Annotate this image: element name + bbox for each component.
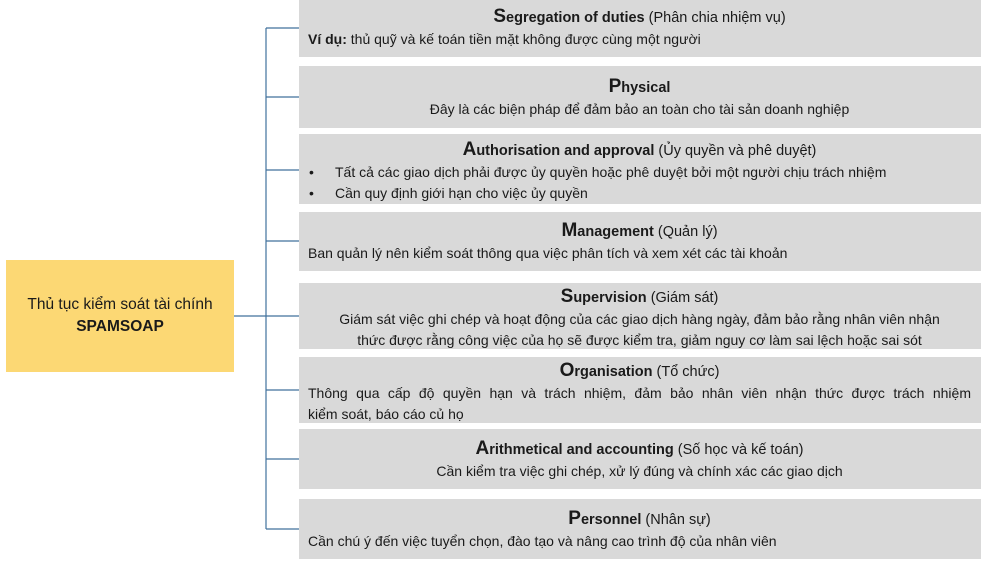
node-text: Cần kiểm tra việc ghi chép, xử lý đúng và chính xác các giao dịch	[436, 463, 843, 479]
node-text: Giám sát việc ghi chép và hoạt động của các giao dịch hàng ngày, đảm bảo rằng nhân viên nhận	[339, 311, 940, 327]
node-text: Ban quản lý nên kiểm soát thông qua việc phân tích và xem xét các tài khoản	[308, 245, 788, 261]
node-title: Personnel (Nhân sự)	[568, 508, 711, 529]
root-title: Thủ tục kiểm soát tài chính	[27, 296, 213, 313]
node-subtitle: (Ủy quyền và phê duyệt)	[658, 143, 817, 159]
root-node	[6, 260, 234, 372]
node-organisation	[299, 357, 981, 423]
node-title: Management (Quản lý)	[561, 220, 718, 241]
node-arithmetical-and-accounting	[299, 429, 981, 489]
node-text: Ví dụ: thủ quỹ và kế toán tiền mặt không được cùng một người	[308, 31, 701, 47]
node-text: thức được rằng công việc của họ sẽ được kiểm tra, giảm nguy cơ làm sai lệch hoặc sai sót	[357, 332, 922, 348]
node-title: Authorisation and approval (Ủy quyền và phê duyệt)	[462, 139, 817, 160]
node-text: Đây là các biện pháp để đảm bảo an toàn cho tài sản doanh nghiệp	[429, 101, 850, 117]
node-title: Physical	[608, 76, 671, 97]
node-authorisation-and-approval	[299, 134, 981, 204]
node-text: Cần chú ý đến việc tuyển chọn, đào tạo và nâng cao trình độ của nhân viên	[308, 533, 777, 549]
node-title: Organisation (Tổ chức)	[559, 360, 720, 381]
node-subtitle: (Tổ chức)	[656, 364, 720, 380]
node-title: Arithmetical and accounting (Số học và kế toán)	[475, 438, 804, 459]
node-personnel	[299, 499, 981, 559]
node-management	[299, 212, 981, 271]
node-subtitle: (Nhân sự)	[645, 512, 711, 528]
node-physical	[299, 66, 981, 128]
node-title: Supervision (Giám sát)	[560, 286, 719, 307]
root-acronym: SPAMSOAP	[76, 318, 164, 335]
node-text: kiểm soát, báo cáo củ họ	[308, 406, 464, 422]
node-title: Segregation of duties (Phân chia nhiệm vụ)	[493, 6, 786, 27]
node-subtitle: (Quản lý)	[657, 224, 718, 240]
node-text: Thông qua cấp độ quyền hạn và trách nhiệm, đảm bảo nhân viên nhận thức được trách nhiệm	[308, 385, 971, 401]
bullet-item: • Tất cả các giao dịch phải được ủy quyền hoặc phê duyệt bởi một người chịu trách nhiệm	[309, 164, 887, 180]
node-subtitle: (Giám sát)	[650, 290, 719, 306]
node-segregation-of-duties	[299, 0, 981, 57]
node-supervision	[299, 283, 981, 349]
bullet-item: • Cần quy định giới hạn cho việc ủy quyền	[309, 185, 588, 201]
node-subtitle: (Phân chia nhiệm vụ)	[648, 10, 786, 26]
node-subtitle: (Số học và kế toán)	[677, 442, 804, 458]
